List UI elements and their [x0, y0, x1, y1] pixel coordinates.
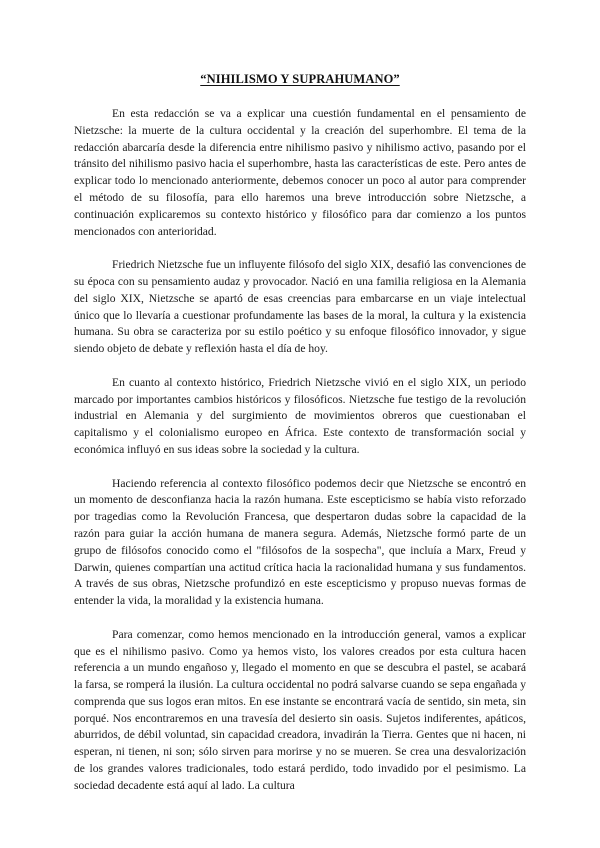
document-title: “NIHILISMO Y SUPRAHUMANO” [200, 72, 400, 86]
paragraph-passive-nihilism: Para comenzar, como hemos mencionado en la introducción general, vamos a explicar que es el nihilismo pasivo. Como ya hemos visto, los valores creados por esta cultura hacen referencia a un mundo engañoso y, llegado el momento en que se descubra el pastel, se acabará la farsa, se romperá la ilusión. La cultura occidental no podrá salvarse cuando se sepa engañada y comprenda que sus logos eran mitos. En ese instante se encontrará vacía de sentido, sin meta, sin porqué. Nos encontraremos en una travesía del desierto sin oasis. Sujetos indiferentes, apáticos, aburridos, de débil voluntad, sin capacidad creadora, invadirán la Tierra. Gentes que ni hacen, ni esperan, ni tienen, ni son; sólo sirven para morirse y no se mueren. Se crea una desvalorización de los grandes valores tradicionales, todo estará perdido, todo invadido por el pesimismo. La sociedad decadente está aquí al lado. La cultura [74, 627, 526, 792]
paragraph-introduction: En esta redacción se va a explicar una cuestión fundamental en el pensamiento de Nietzsche: la muerte de la cultura occidental y la creación del superhombre. El tema de la redacción abarcaría desde la diferencia entre nihilismo pasivo y nihilismo activo, pasando por el tránsito del nihilismo pasivo hacia el superhombre, hasta las características de este. Pero antes de explicar todo lo mencionado anteriormente, debemos conocer un poco al autor para comprender el método de su filosofía, para ello haremos una breve introducción sobre Nietzsche, a continuación explicaremos su contexto histórico y filosófico para dar comienzo a los puntos mencionados con anterioridad. [74, 107, 526, 238]
paragraph-biography: Friedrich Nietzsche fue un influyente filósofo del siglo XIX, desafió las convenciones de su época con su pensamiento audaz y provocador. Nació en una familia religiosa en la Alemania del siglo XIX, Nietzsche se apartó de esas creencias para embarcarse en un viaje intelectual único que lo llevaría a cuestionar profundamente las bases de la moral, la cultura y la existencia humana. Su obra se caracteriza por su estilo poético y su enfoque filosófico innovador, y sigue siendo objeto de debate y reflexión hasta el día de hoy. [74, 258, 526, 356]
paragraph-philosophical-context: Haciendo referencia al contexto filosófico podemos decir que Nietzsche se encontró en un momento de desconfianza hacia la razón humana. Este escepticismo se había visto reforzado por tragedias como la Revolución Francesa, que despertaron dudas sobre la capacidad de la razón para guiar la acción humana de manera segura. Además, Nietzsche formó parte de un grupo de filósofos conocido como el "filósofos de la sospecha", que incluía a Marx, Freud y Darwin, quienes compartían una actitud crítica hacia la racionalidad humana y sus fundamentos. A través de sus obras, Nietzsche profundizó en este escepticismo y propuso nuevas formas de entender la vida, la moralidad y la existencia humana. [74, 476, 526, 608]
document-body [74, 106, 526, 795]
paragraph-historical-context: En cuanto al contexto histórico, Friedrich Nietzsche vivió en el siglo XIX, un periodo marcado por importantes cambios históricos y filosóficos. Nietzsche fue testigo de la revolución industrial en Alemania y del surgimiento de movimientos obreros que cuestionaban el capitalismo y el colonialismo europeo en África. Este contexto de transformación social y económica influyó en sus ideas sobre la sociedad y la cultura. [74, 375, 526, 456]
